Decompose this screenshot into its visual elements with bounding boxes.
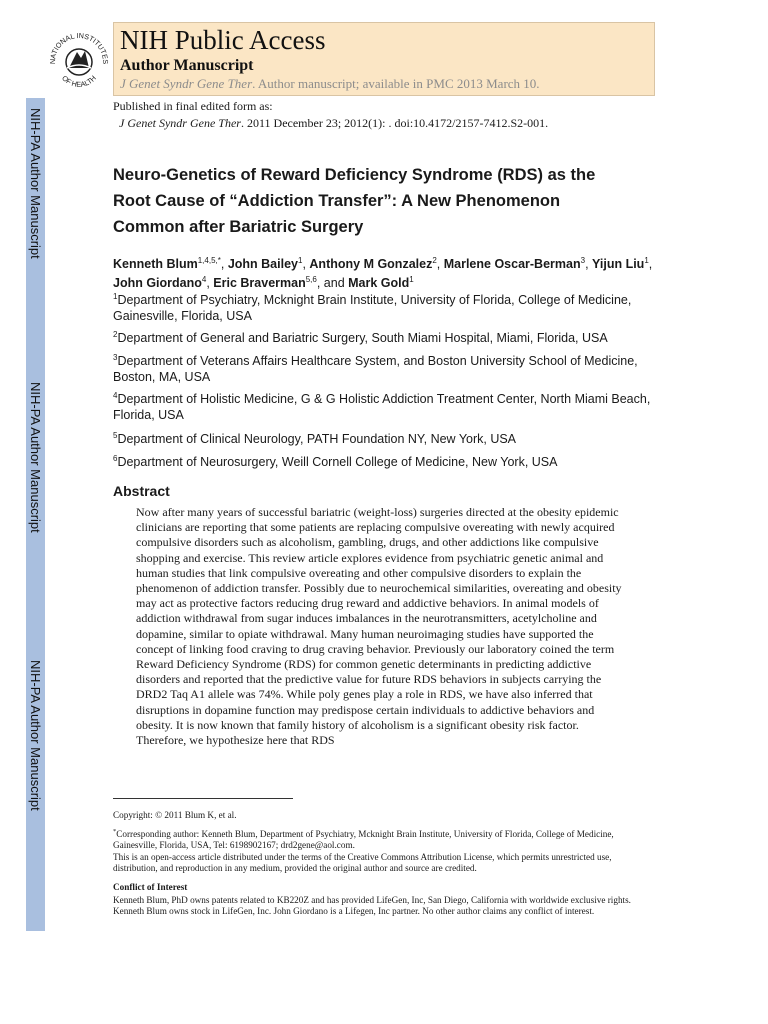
author-sup: 1 <box>298 256 303 265</box>
nih-logo <box>45 22 113 94</box>
banner-journal: J Genet Syndr Gene Ther <box>120 76 253 91</box>
corresponding-mark: * <box>113 828 117 835</box>
author-name: John Giordano <box>113 276 202 291</box>
copyright-note: Copyright: © 2011 Blum K, et al. <box>113 810 237 820</box>
author-sup: 1 <box>409 275 414 285</box>
sidebar-label-bottom: NIH-PA Author Manuscript <box>28 660 43 811</box>
affiliation <box>113 388 663 423</box>
affiliation-number: 1 <box>113 292 118 301</box>
logo-text-bottom: OF HEALTH <box>60 73 98 89</box>
affiliation-number: 6 <box>113 454 118 463</box>
author-name: Kenneth Blum <box>113 257 198 272</box>
affiliation <box>113 289 663 324</box>
author-sup: 4 <box>201 275 207 285</box>
author-sup: 5,6 <box>305 275 317 285</box>
published-citation: . 2011 December 23; 2012(1): . doi:10.4172/2157-7412.S2-001. <box>240 116 549 130</box>
abstract-heading: Abstract <box>113 483 170 499</box>
article-title: Neuro-Genetics of Reward Deficiency Syndrome (RDS) as the Root Cause of “Addiction Transfer”: A New Phenomenon Common after Bariatric Surgery <box>113 166 596 236</box>
conflict-note: Kenneth Blum, PhD owns patents related to KB220Z and has provided LifeGen, Inc, San Diego, California with worldwide exclusive rights. Kenneth Blum owns stock in LifeGen, Inc. John Giordano is a Lifegen, Inc partner. No other author claims any conflict of interest. <box>113 895 631 917</box>
author-sup: 1,4,5,* <box>197 256 221 265</box>
affiliation-text: Department of Psychiatry, Mcknight Brain Institute, University of Florida, College of Medicine, Gainesville, Florida, USA <box>113 293 632 324</box>
author-name: Eric Braverman <box>213 276 306 291</box>
conflict-heading: Conflict of Interest <box>113 882 188 892</box>
affiliation-number: 4 <box>113 391 118 400</box>
affiliation-text: Department of Veterans Affairs Healthcare System, and Boston University School of Medicine, Boston, MA, USA <box>113 354 638 385</box>
affiliation-text: Department of Clinical Neurology, PATH Foundation NY, New York, USA <box>117 432 517 447</box>
author-sup: 3 <box>580 256 586 265</box>
corresponding-text: Corresponding author: Kenneth Blum, Department of Psychiatry, Mcknight Brain Institute, University of Florida, College of Medicine, Gainesville, Florida, USA, Tel: 6198902167; drd2gene@aol.com. <box>113 829 614 851</box>
published-in-block <box>113 98 548 132</box>
author-list: Kenneth Blum$^{1,4,5,*}$, John Bailey$^1$, Anthony M Gonzalez$^2$, Marlene Oscar-Berman$^3$, Yijun Liu$^1$, John Giordano$^4$, Eric Braverman$^{5,6}$, and Mark Gold$^1$ <box>113 256 653 291</box>
corresponding-author-note <box>113 826 653 852</box>
banner-title: NIH Public Access <box>120 25 326 55</box>
published-label: Published in final edited form as: <box>113 99 273 113</box>
banner-availability <box>120 76 540 92</box>
author-name: Mark Gold <box>348 276 410 291</box>
affiliation <box>113 451 663 470</box>
author-and: and <box>323 276 345 291</box>
affiliation-text: Department of Neurosurgery, Weill Cornell College of Medicine, New York, USA <box>117 455 558 470</box>
author-sup: 1 <box>644 256 649 265</box>
affiliation-text: Department of General and Bariatric Surgery, South Miami Hospital, Miami, Florida, USA <box>117 331 608 346</box>
author-name: Anthony M Gonzalez <box>309 257 433 272</box>
license-note: This is an open-access article distributed under the terms of the Creative Commons Attribution License, which permits unrestricted use, distribution, and reproduction in any medium, provided the original author and source are credited. <box>113 852 612 874</box>
nih-public-access-banner <box>113 22 655 96</box>
author-name: John Bailey <box>227 257 298 272</box>
affiliation-number: 3 <box>113 353 118 362</box>
banner-subtitle: Author Manuscript <box>120 57 254 74</box>
svg-text:OF HEALTH <box>60 74 98 89</box>
abstract-text: Now after many years of successful bariatric (weight-loss) surgeries directed at the obesity epidemic clinicians are reporting that some patients are replacing compulsive overeating with newly acquired compulsive disorders such as alcoholism, gambling, drugs, and other addictions like compulsive shopping and exercise. This review article explores evidence from psychiatric genetic animal and human studies that link compulsive overeating and other compulsive disorders to explain the phenomenon of addiction transfer. Possibly due to neurochemical similarities, overeating and obesity may act as protective factors reducing drug reward and addictive behaviors. In animal models of addiction withdrawal from sugar induces imbalances in the neurotransmitters, acetylcholine and dopamine, similar to opiate withdrawal. Many human neuroimaging studies have supported the concept of linking food craving to drug craving behavior. Previously our laboratory coined the term Reward Deficiency Syndrome (RDS) for common genetic determinants in predicting addictive disorders and reported that the predictive value for future RDS behaviors in subjects carrying the DRD2 Taq A1 allele was 74%. While poly genes play a role in RDS, we have also inferred that disruptions in dopamine function may predispose certain individuals to addictive behaviors and obesity. It is now known that family history of alcoholism is a significant obesity risk factor. Therefore, we hypothesize here that RDS <box>136 505 622 748</box>
affiliation <box>113 428 663 447</box>
footnote-divider <box>113 798 293 799</box>
author-name: Marlene Oscar-Berman <box>443 257 581 272</box>
sidebar-label-top: NIH-PA Author Manuscript <box>28 108 43 259</box>
affiliation <box>113 327 663 346</box>
affiliation <box>113 350 663 385</box>
logo-text-top: NATIONAL INSTITUTES <box>47 30 111 65</box>
author-name: Yijun Liu <box>592 257 645 272</box>
affiliation-number: 5 <box>113 431 118 440</box>
affiliation-text: Department of Holistic Medicine, G & G Holistic Addiction Treatment Center, North Miami Beach, Florida, USA <box>113 392 651 423</box>
published-journal: J Genet Syndr Gene Ther <box>119 116 241 130</box>
author-sup: 2 <box>432 256 437 265</box>
banner-availability-text: . Author manuscript; available in PMC 2013 March 10. <box>252 76 540 91</box>
author-manuscript-sidebar <box>26 98 45 931</box>
sidebar-label-middle: NIH-PA Author Manuscript <box>28 382 43 533</box>
affiliation-number: 2 <box>113 330 118 339</box>
